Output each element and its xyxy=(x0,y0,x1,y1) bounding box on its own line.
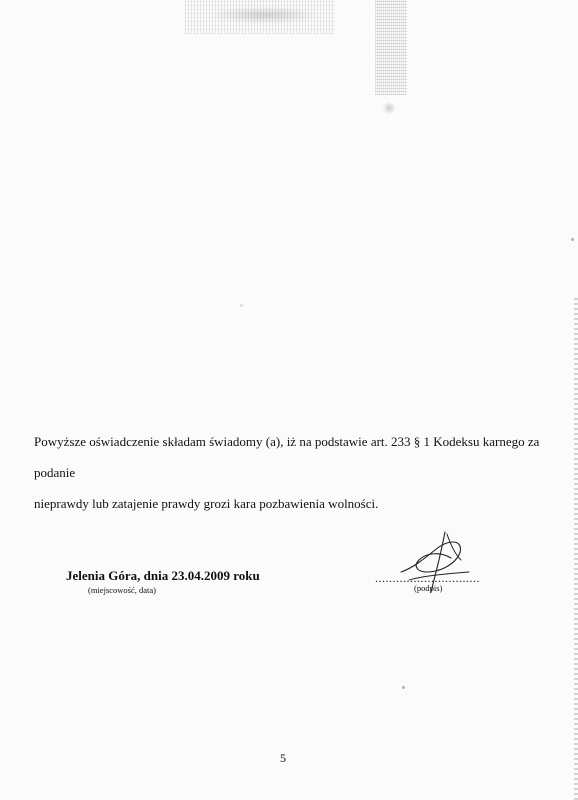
scan-artifact xyxy=(402,686,405,689)
signature-line: .............................. xyxy=(375,571,480,585)
scan-artifact xyxy=(210,6,320,24)
statement-line-2: nieprawdy lub zatajenie prawdy grozi kara pozbawienia wolności. xyxy=(34,496,379,511)
scan-artifact xyxy=(375,0,407,95)
place-and-date-caption: (miejscowość, data) xyxy=(88,585,156,595)
declaration-statement xyxy=(34,426,554,519)
scan-artifact xyxy=(240,304,243,307)
scan-edge-artifact xyxy=(574,295,578,800)
page-number: 5 xyxy=(280,751,286,765)
signature-caption: (podpis) xyxy=(414,583,443,593)
scan-artifact xyxy=(382,102,396,114)
place-and-date: Jelenia Góra, dnia 23.04.2009 roku xyxy=(66,568,260,583)
statement-line-1: Powyższe oświadczenie składam świadomy (a), iż na podstawie art. 233 § 1 Kodeksu karnego za podanie xyxy=(34,434,540,480)
scan-artifact xyxy=(571,238,574,241)
